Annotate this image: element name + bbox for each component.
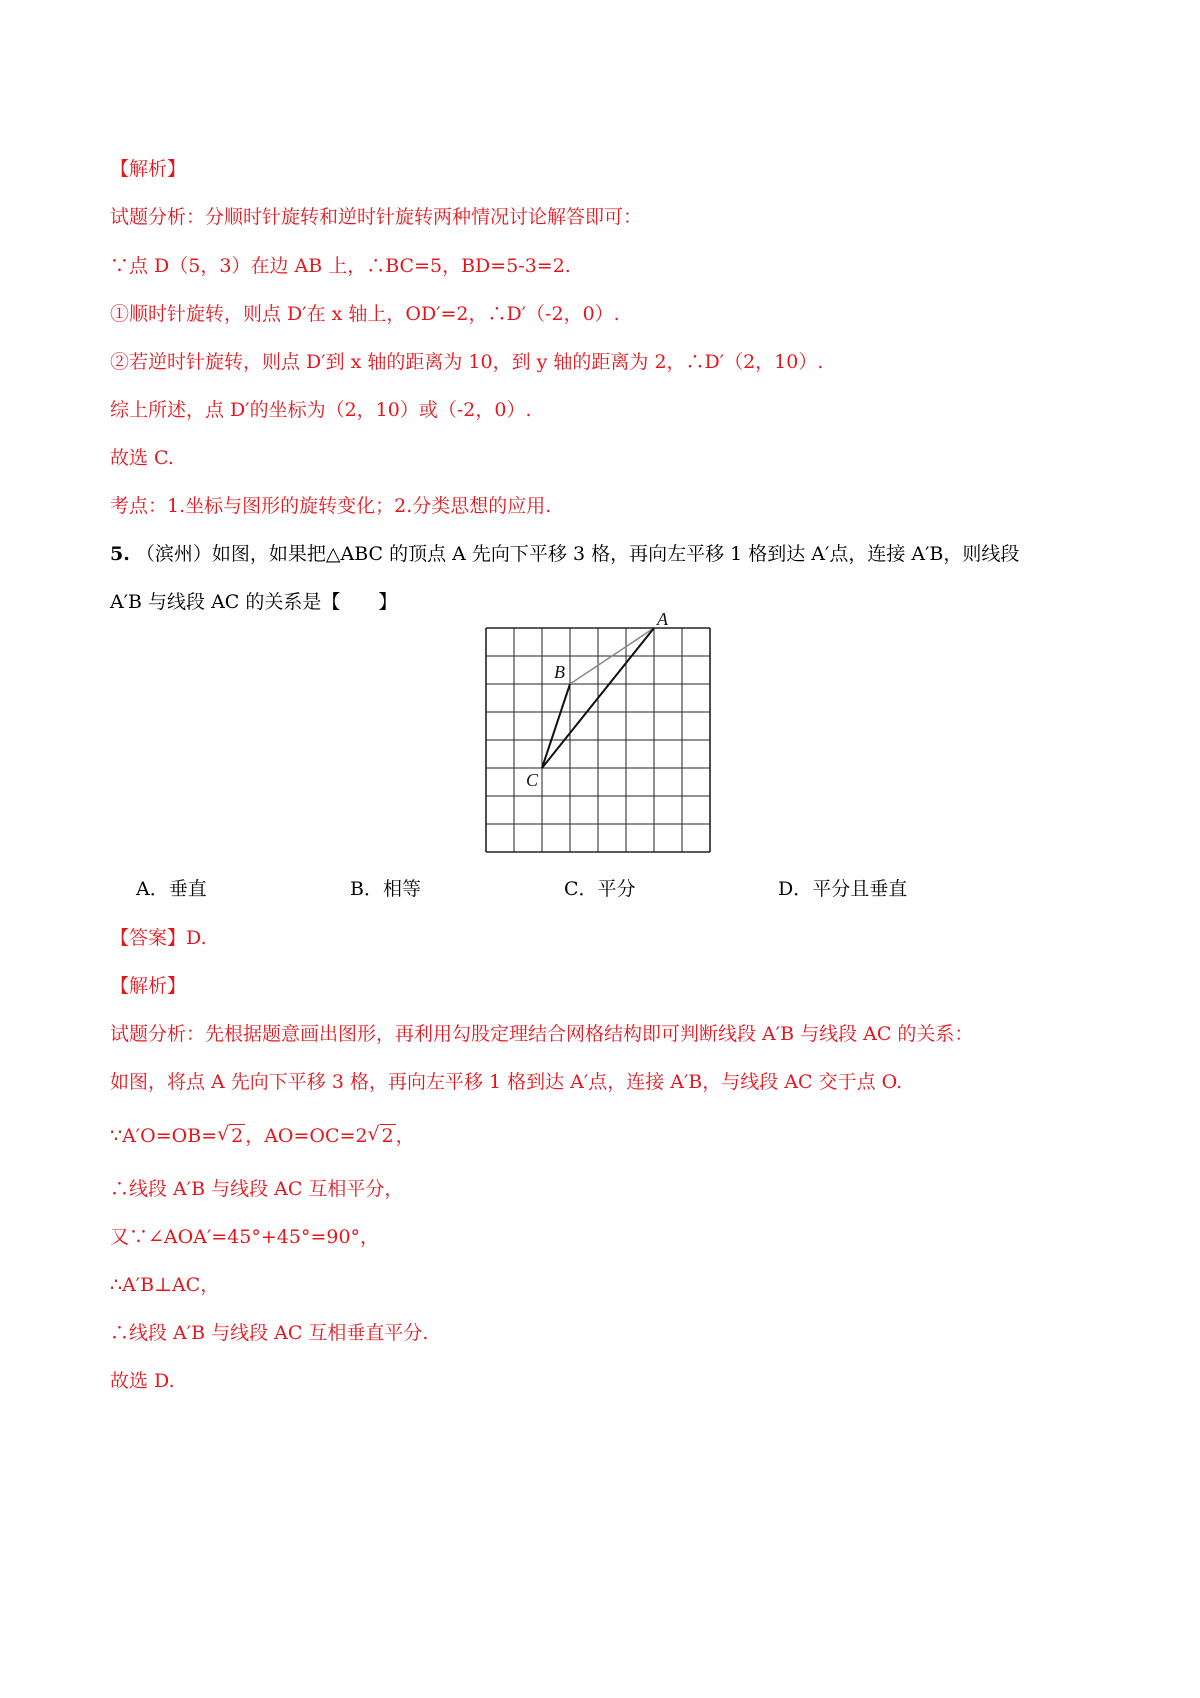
triangle-grid-figure <box>478 609 718 864</box>
choice-a[interactable] <box>136 877 207 901</box>
label-a: A <box>657 609 668 629</box>
sqrt-line-suffix: ， <box>395 1125 415 1147</box>
analysis-line: ∴线段 A′B 与线段 AC 互相垂直平分. <box>110 1322 429 1344</box>
analysis-line: 故选 D. <box>110 1370 175 1392</box>
choice-letter: D． <box>778 878 813 900</box>
analysis-line-sqrt <box>110 1124 415 1148</box>
analysis-line: 故选 C. <box>110 447 174 469</box>
choice-letter: C． <box>564 878 598 900</box>
analysis-line: 又∵∠AOA′=45°+45°=90°， <box>110 1226 380 1248</box>
sqrt-expression: √ 2 <box>367 1123 394 1147</box>
choice-letter: B． <box>350 878 383 900</box>
question-number: 5. <box>110 543 130 565</box>
answer-line <box>110 926 207 950</box>
sqrt-value: 2 <box>381 1125 394 1147</box>
label-b: B <box>554 662 565 682</box>
analysis-label: 【解析】 <box>110 158 187 180</box>
question-line <box>110 542 1019 566</box>
choice-letter: A． <box>136 878 169 900</box>
sqrt-value: 2 <box>231 1125 244 1147</box>
grid-svg <box>478 609 718 860</box>
analysis-line: 试题分析：先根据题意画出图形，再利用勾股定理结合网格结构即可判断线段 A′B 与线段 AC 的关系： <box>110 1023 974 1045</box>
choice-text: 平分且垂直 <box>812 878 908 900</box>
question-line: A′B 与线段 AC 的关系是【 】 <box>110 591 398 613</box>
sqrt-line-prefix: ∵A′O=OB= <box>110 1125 218 1147</box>
analysis-line: ∴线段 A′B 与线段 AC 互相平分， <box>110 1178 404 1200</box>
analysis-line: 试题分析：分顺时针旋转和逆时针旋转两种情况讨论解答即可： <box>110 206 643 228</box>
question-text: （滨州）如图，如果把△ABC 的顶点 A 先向下平移 3 格，再向左平移 1 格到达 A′点，连接 A′B，则线段 <box>135 543 1020 565</box>
knowledge-point: 考点：1.坐标与图形的旋转变化；2.分类思想的应用. <box>110 495 552 517</box>
sqrt-line-mid: ，AO=OC=2 <box>245 1125 368 1147</box>
analysis-line: 综上所述，点 D′的坐标为（2，10）或（-2，0）. <box>110 399 532 421</box>
choice-b[interactable] <box>350 877 421 901</box>
answer-value: D. <box>186 927 207 949</box>
analysis-line: ∴A′B⊥AC， <box>110 1274 220 1296</box>
sqrt-expression: √ 2 <box>217 1123 244 1147</box>
choice-d[interactable] <box>778 877 907 901</box>
analysis-line: 如图，将点 A 先向下平移 3 格，再向左平移 1 格到达 A′点，连接 A′B，与线段 AC 交于点 O. <box>110 1071 903 1093</box>
label-c: C <box>526 770 539 790</box>
segment-bc <box>542 684 570 768</box>
choice-text: 平分 <box>597 878 636 900</box>
choice-text: 垂直 <box>168 878 207 900</box>
grid-lines <box>486 628 710 852</box>
analysis-line: ∵点 D（5，3）在边 AB 上，∴BC=5，BD=5-3=2. <box>110 255 571 277</box>
analysis-label: 【解析】 <box>110 975 187 997</box>
analysis-line: ②若逆时针旋转，则点 D′到 x 轴的距离为 10，到 y 轴的距离为 2，∴D′（2，10）. <box>110 351 824 373</box>
choice-c[interactable] <box>564 877 636 901</box>
answer-label: 【答案】 <box>110 927 187 949</box>
analysis-line: ①顺时针旋转，则点 D′在 x 轴上，OD′=2，∴D′（-2，0）. <box>110 303 620 325</box>
choice-text: 相等 <box>382 878 421 900</box>
